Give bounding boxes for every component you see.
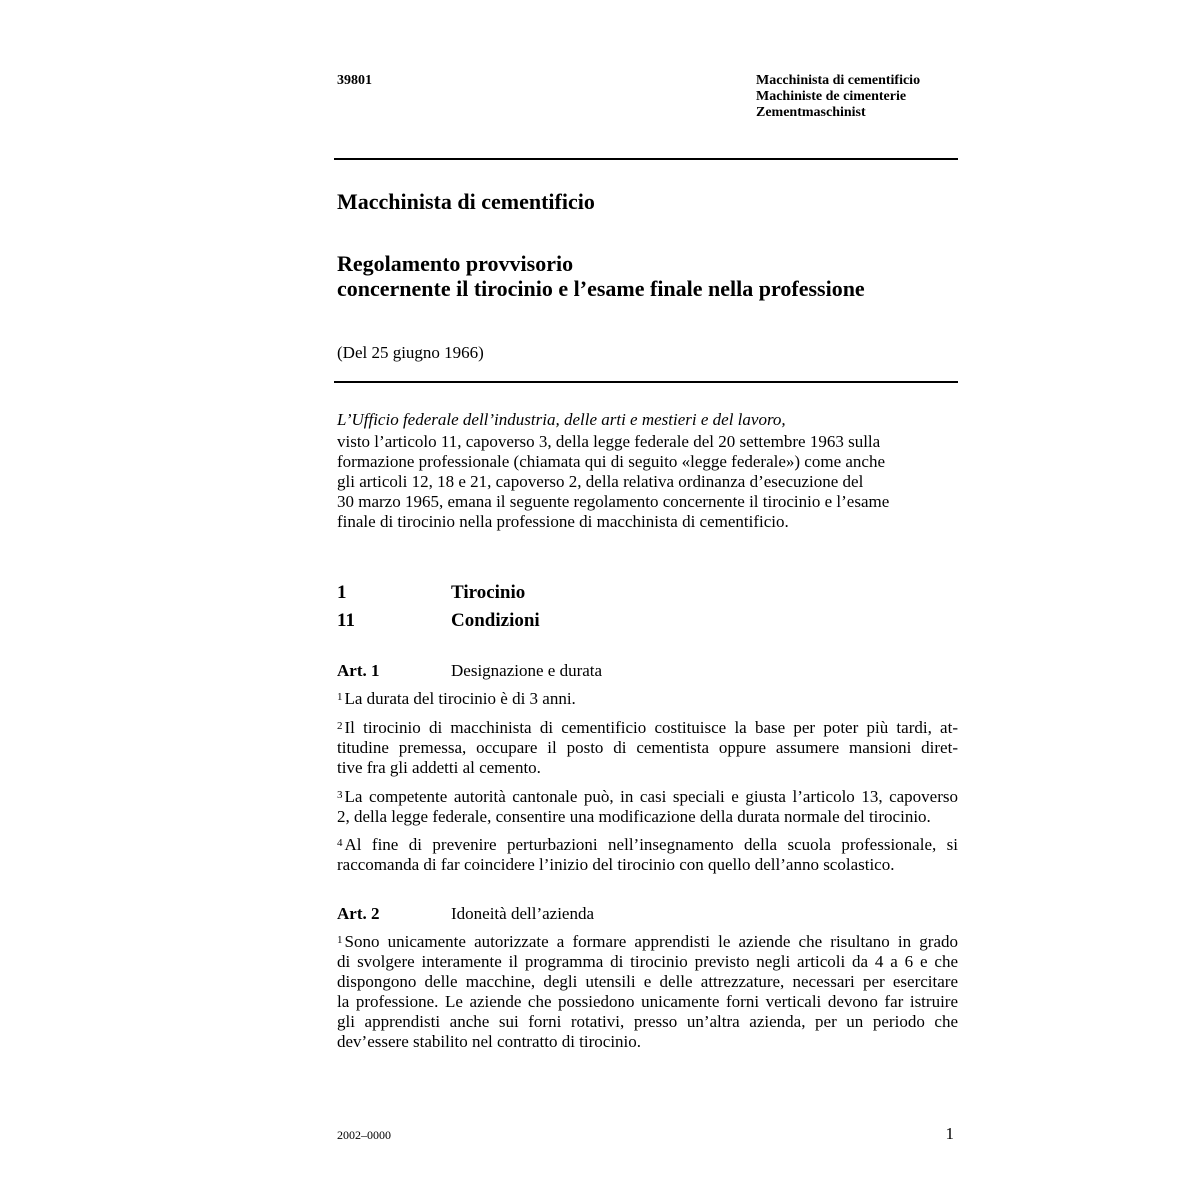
paragraph-line: dev’essere stabilito nel contratto di tirocinio. xyxy=(337,1032,642,1051)
article-title: Idoneità dell’azienda xyxy=(451,904,595,923)
section-title: Tirocinio xyxy=(451,582,526,603)
article-2-heading xyxy=(337,904,594,924)
article-1-paragraph-1 xyxy=(337,689,958,709)
preamble-line: visto l’articolo 11, capoverso 3, della legge federale del 20 settembre 1963 sulla xyxy=(337,432,881,451)
article-1-paragraph-3 xyxy=(337,787,958,827)
document-page xyxy=(337,0,958,1200)
line-text: Sono unicamente autorizzate a formare apprendisti le aziende che risultano in grado xyxy=(344,932,958,951)
subtitle-line-1: Regolamento provvisorio xyxy=(337,251,574,276)
document-subtitle xyxy=(337,251,865,301)
section-number: 11 xyxy=(337,610,355,631)
section-title: Condizioni xyxy=(451,610,540,631)
footer-code: 2002–0000 xyxy=(337,1128,391,1142)
paragraph-number: 4 xyxy=(337,837,343,849)
article-label: Art. 2 xyxy=(337,904,380,923)
line-text: Il tirocinio di macchinista di cementificio costituisce la base per poter più tardi, at- xyxy=(344,718,958,737)
article-1-paragraph-2 xyxy=(337,718,958,778)
preamble xyxy=(337,410,958,532)
header-titles xyxy=(756,73,920,121)
paragraph-line: tive fra gli addetti al cemento. xyxy=(337,758,541,777)
paragraph-number: 3 xyxy=(337,789,343,801)
paragraph-line xyxy=(337,787,958,807)
article-1-heading xyxy=(337,661,602,681)
document-number: 39801 xyxy=(337,73,372,88)
header-title-it: Macchinista di cementificio xyxy=(756,73,921,88)
preamble-line: formazione professionale (chiamata qui di seguito «legge federale») come anche xyxy=(337,452,886,471)
document-date: (Del 25 giugno 1966) xyxy=(337,343,484,362)
paragraph-line: raccomanda di far coincidere l’inizio del tirocinio con quello dell’anno scolastico. xyxy=(337,855,895,874)
issuing-authority: L’Ufficio federale dell’industria, delle arti e mestieri e del lavoro, xyxy=(337,410,786,429)
section-heading-condizioni xyxy=(337,609,540,633)
preamble-line: 30 marzo 1965, emana il seguente regolamento concernente il tirocinio e l’esame xyxy=(337,492,890,511)
article-title: Designazione e durata xyxy=(451,661,603,680)
header-title-de: Zementmaschinist xyxy=(756,105,866,120)
section-heading-tirocinio xyxy=(337,581,525,605)
paragraph-number: 1 xyxy=(337,934,343,946)
section-number: 1 xyxy=(337,582,347,603)
paragraph-line: la professione. Le aziende che possiedono unicamente forni verticali devono far istruire xyxy=(337,992,958,1011)
paragraph-line xyxy=(337,689,958,709)
document-title: Macchinista di cementificio xyxy=(337,189,595,214)
header-title-fr: Machiniste de cimenterie xyxy=(756,89,907,104)
top-divider xyxy=(334,158,958,160)
article-label: Art. 1 xyxy=(337,661,380,680)
preamble-line: finale di tirocinio nella professione di macchinista di cementificio. xyxy=(337,512,789,531)
subtitle-line-2: concernente il tirocinio e l’esame finale nella professione xyxy=(337,276,865,301)
paragraph-line xyxy=(337,835,958,855)
line-text: La competente autorità cantonale può, in casi speciali e giusta l’articolo 13, capoverso xyxy=(344,787,958,806)
paragraph-line xyxy=(337,718,958,738)
paragraph-line xyxy=(337,932,958,952)
paragraph-line: dispongono delle macchine, degli utensili e delle attrezzature, necessari per esercitare xyxy=(337,972,958,991)
paragraph-line: gli apprendisti anche sui forni rotativi, presso un’altra azienda, per un periodo che xyxy=(337,1012,958,1031)
line-text: Al fine di prevenire perturbazioni nell’insegnamento della scuola professionale, si xyxy=(344,835,958,854)
paragraph-number: 2 xyxy=(337,720,343,732)
middle-divider xyxy=(334,381,958,383)
paragraph-line: di svolgere interamente il programma di tirocinio previsto negli articoli da 4 a 6 e che xyxy=(337,952,958,971)
page-number: 1 xyxy=(945,1124,954,1143)
paragraph-line: 2, della legge federale, consentire una modificazione della durata normale del tirocinio. xyxy=(337,807,931,826)
preamble-line: gli articoli 12, 18 e 21, capoverso 2, della relativa ordinanza d’esecuzione del xyxy=(337,472,864,491)
paragraph-number: 1 xyxy=(337,691,343,703)
article-1-paragraph-4 xyxy=(337,835,958,875)
preamble-body xyxy=(337,432,958,532)
line-text: La durata del tirocinio è di 3 anni. xyxy=(344,689,576,708)
article-2-paragraph-1 xyxy=(337,932,958,1052)
paragraph-line: titudine premessa, occupare il posto di cementista oppure assumere mansioni diret- xyxy=(337,738,958,757)
